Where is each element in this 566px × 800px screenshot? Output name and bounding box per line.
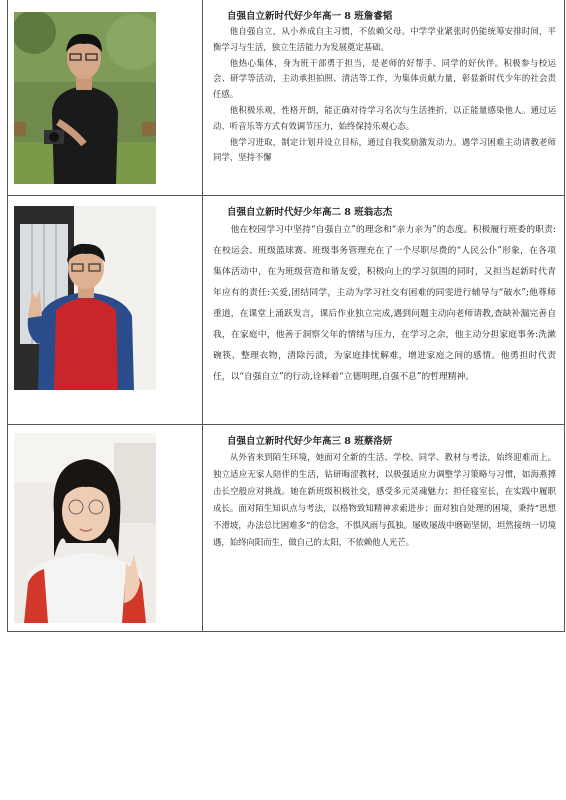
entry-title: 自强自立新时代好少年高二 8 班翁志杰 [227,207,393,218]
description-cell [203,425,564,631]
student-row [8,196,564,425]
entry-paragraph: 他积极乐观，性格开朗，能正确对待学习名次与生活挫折，以正能量感染他人。通过运动、听音乐等方式有效调节压力，始终保持乐观心态。 [213,104,556,131]
description-cell [203,196,564,424]
entry-title: 自强自立新时代好少年高三 8 班蔡洛妍 [227,436,393,447]
photo-cell [8,0,203,195]
entry-paragraph: 他在校园学习中坚持“自强自立”的理念和“亲力亲为”的态度。积极履行班委的职责:在校运会、班级篮球赛、班级事务管理充在了一个尽职尽费的“人民公仆”形象，在各项集体活动中，在为班级营造和谐友爱，积极向上的学习氛围的同时，又担当起新时代青年应有的责任:关爱,团结同学，主动为学习社交有困难的同雯进行辅导与“破水”;他尊师重道，在课堂上涌跃发言，课后作业独立完成,遇到问题主动向老师请教,查缺补漏完善自我，在家庭中，他善于洞察父年的情绪与压力，在学习之余，他主动分担家庭事务:洗漱碗筷、整理衣物，清除污渍，为家庭排忧解难，增进家庭之间的感情。他勇担时代责任，以“自强自立”的行动,诠释着“立德明理,自强不息”的哲理精神。 [213,225,556,382]
student-row [8,425,564,632]
photo-cell [8,425,203,631]
student-table [7,0,565,632]
student-photo [14,433,156,623]
photo-cell [8,196,203,424]
entry-paragraph: 从外省来到陌生环境，她面对全新的生活、学校、同学、教材与考法，始终迎难而上。独立适应无家人陪伴的生活，钻研晦涩教材，以极强适应力调整学习策略与习惯，如海燕搏击长空般应对挑战。她在新班级积极社交，感受多元灵魂魅力；担任寝室长，在实践中履职成长。面对陌生知识点与考法，以格物致知精神求索进步；面对独自处理的困境，秉持“思想不滑坡，办法总比困难多”的信念，不惧风雨与孤独。屡败屡战中磨砺坚韧，坦然接纳一切境遇，始终向阳而生，做自己的太阳，不依赖他人光芒。 [213,452,556,547]
student-photo [14,206,156,390]
entry-title: 自强自立新时代好少年高一 8 班詹睿韬 [227,11,393,22]
student-photo [14,12,156,184]
entry-paragraph: 他自强自立，从小养成自主习惯，不依赖父母。中学学业紧张时仍能统筹安排时间，平衡学习与生活，独立生活能力为发展奠定基础。 [213,26,556,52]
description-cell [203,0,564,195]
student-row [8,0,564,196]
entry-paragraph: 他热心集体，身为班干部勇于担当，是老师的好帮手、同学的好伙伴。积极参与校运会、研学等活动，主动承担拍照、清洁等工作，为集体贡献力量，彰显新时代少年的社会责任感。 [213,57,556,100]
entry-paragraph: 他学习进取，制定计划并设立目标，通过自我奖励激发动力。遇学习困难主动请教老师同学，坚持不懈 [213,136,556,163]
